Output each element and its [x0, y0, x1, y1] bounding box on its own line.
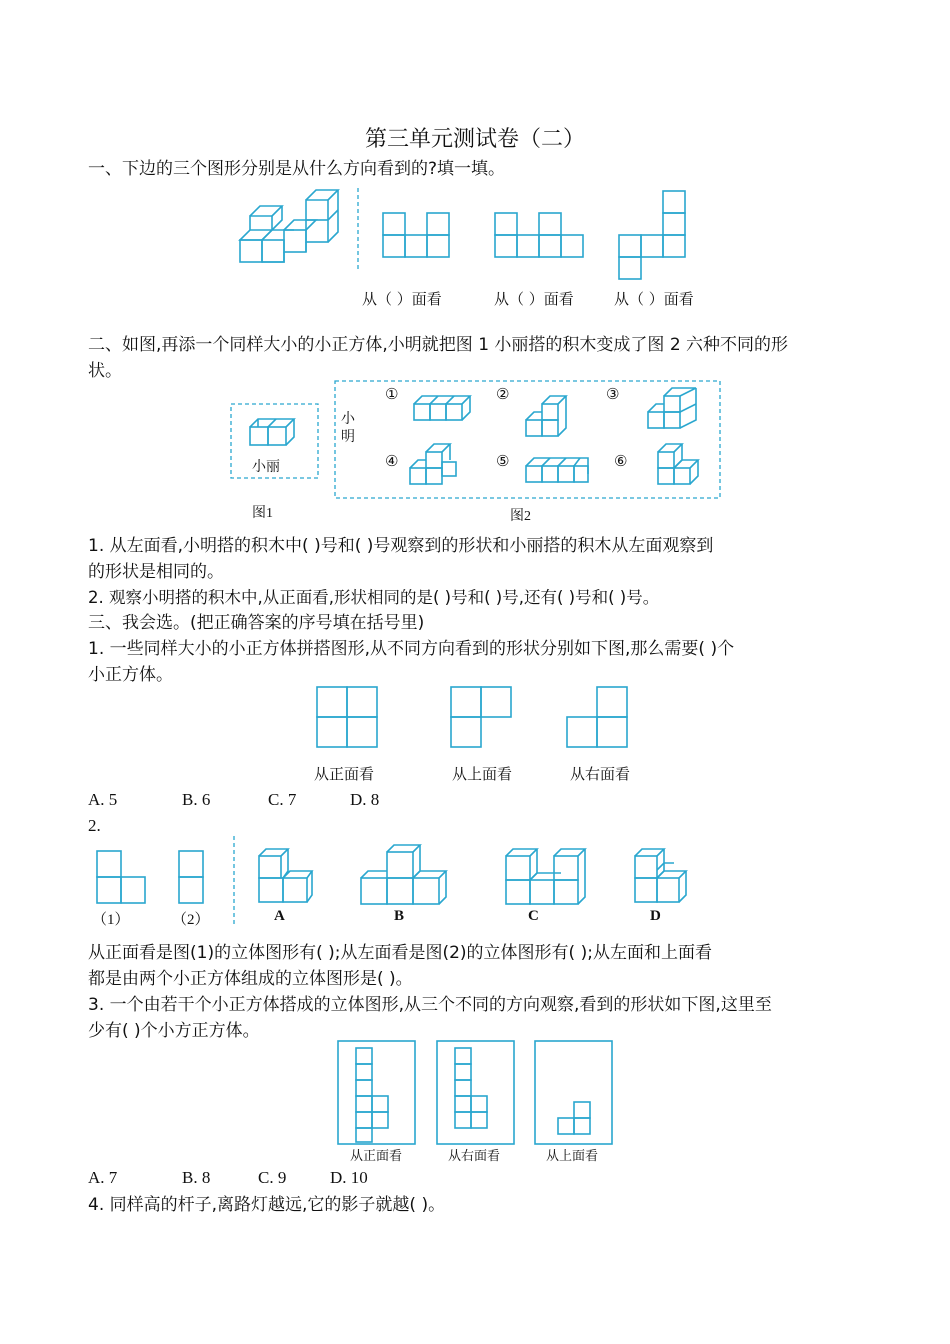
- q3-s2-label-1: （1）: [92, 912, 130, 928]
- q2-marker-4: ④: [385, 452, 399, 470]
- q3-s2-option-d-figure: [634, 848, 690, 906]
- q3-s1-view-front: [316, 686, 380, 750]
- q3-s4: 4. 同样高的杆子,离路灯越远,它的影子就越( )。: [88, 1195, 446, 1215]
- page-title: 第三单元测试卷（二）: [364, 126, 585, 151]
- q3-s2-line2: 都是由两个小正方体组成的立体图形是( )。: [88, 969, 413, 989]
- q2-text-line1: 二、如图,再添一个同样大小的小正方体,小明就把图 1 小丽搭的积木变成了图 2 六种不同的形: [88, 335, 789, 355]
- q3-s1-option-b: B. 6: [182, 790, 211, 809]
- q2-fig2-side-label: 小明: [341, 411, 355, 445]
- q3-s3-line1: 3. 一个由若干个小正方体搭成的立体图形,从三个不同的方向观察,看到的形状如下图,这里至: [88, 995, 772, 1015]
- q3-s2-number: 2.: [88, 816, 101, 835]
- q1-3d-figure: [236, 188, 346, 268]
- q3-s2-label-d: D: [650, 908, 661, 924]
- q3-s1-caption-top: 从上面看: [452, 765, 513, 783]
- q2-sub1-line2: 的形状是相同的。: [88, 562, 224, 582]
- q3-s1-line2: 小正方体。: [88, 665, 173, 685]
- q2-fig2-caption: 图2: [510, 509, 531, 524]
- q3-s3-view-right: [436, 1040, 516, 1146]
- q1-view-2: [494, 212, 586, 260]
- q1-separator: [356, 188, 360, 270]
- q3-s3-view-front: [337, 1040, 417, 1146]
- q3-s1-view-top: [450, 686, 514, 750]
- q3-s1-option-a: A. 5: [88, 790, 118, 809]
- q1-caption-1: 从（ ）面看: [362, 290, 442, 308]
- q3-s2-line1: 从正面看是图(1)的立体图形有( );从左面看是图(2)的立体图形有( );从左面和上面看: [88, 943, 712, 963]
- q3-header: 三、我会选。(把正确答案的序号填在括号里): [88, 613, 425, 633]
- q2-marker-3: ③: [606, 385, 620, 403]
- q2-text-line2: 状。: [88, 361, 122, 381]
- q1-caption-2: 从（ ）面看: [494, 290, 574, 308]
- q2-marker-1: ①: [385, 385, 399, 403]
- q3-s1-line1: 1. 一些同样大小的小正方体拼搭图形,从不同方向看到的形状分别如下图,那么需要( )个: [88, 639, 735, 659]
- q3-s3-line2: 少有( )个小方正方体。: [88, 1021, 260, 1041]
- q3-s1-caption-front: 从正面看: [314, 765, 375, 783]
- q3-s3-option-d: D. 10: [330, 1168, 368, 1187]
- q3-s2-label-b: B: [394, 908, 405, 924]
- q3-s3-caption-top: 从上面看: [546, 1149, 599, 1164]
- q3-s1-option-d: D. 8: [350, 790, 380, 809]
- q3-s1-view-right: [566, 686, 630, 750]
- q1-view-3: [618, 190, 688, 282]
- q3-s2-separator: [232, 836, 236, 926]
- q3-s2-view-1: [96, 850, 148, 904]
- q2-marker-5: ⑤: [496, 452, 510, 470]
- q1-caption-3: 从（ ）面看: [614, 290, 694, 308]
- q3-s1-caption-right: 从右面看: [570, 765, 631, 783]
- q2-sub1-line1: 1. 从左面看,小明搭的积木中( )号和( )号观察到的形状和小丽搭的积木从左面观察到: [88, 536, 714, 556]
- q2-marker-6: ⑥: [614, 452, 628, 470]
- q3-s1-option-c: C. 7: [268, 790, 297, 809]
- q3-s3-caption-front: 从正面看: [350, 1149, 403, 1164]
- q1-text: 一、下边的三个图形分别是从什么方向看到的?填一填。: [88, 159, 506, 179]
- q3-s2-view-2: [178, 850, 206, 904]
- q3-s2-option-a-figure: [258, 848, 314, 904]
- q2-fig1-label: 小丽: [252, 459, 280, 475]
- q2-fig1-caption: 图1: [252, 506, 273, 521]
- q3-s3-option-c: C. 9: [258, 1168, 287, 1187]
- q3-s3-view-top: [534, 1040, 614, 1146]
- q3-s3-option-a: A. 7: [88, 1168, 118, 1187]
- q3-s3-option-b: B. 8: [182, 1168, 211, 1187]
- q3-s2-option-c-figure: [505, 844, 585, 906]
- q2-sub2: 2. 观察小明搭的积木中,从正面看,形状相同的是( )号和( )号,还有( )号和( )号。: [88, 588, 660, 607]
- q3-s2-label-c: C: [528, 908, 539, 924]
- q1-view-1: [382, 212, 452, 260]
- q2-marker-2: ②: [496, 385, 510, 403]
- q3-s2-label-2: （2）: [172, 912, 210, 928]
- q3-s2-label-a: A: [274, 908, 285, 924]
- q3-s3-caption-right: 从右面看: [448, 1149, 501, 1164]
- q3-s2-option-b-figure: [360, 842, 446, 906]
